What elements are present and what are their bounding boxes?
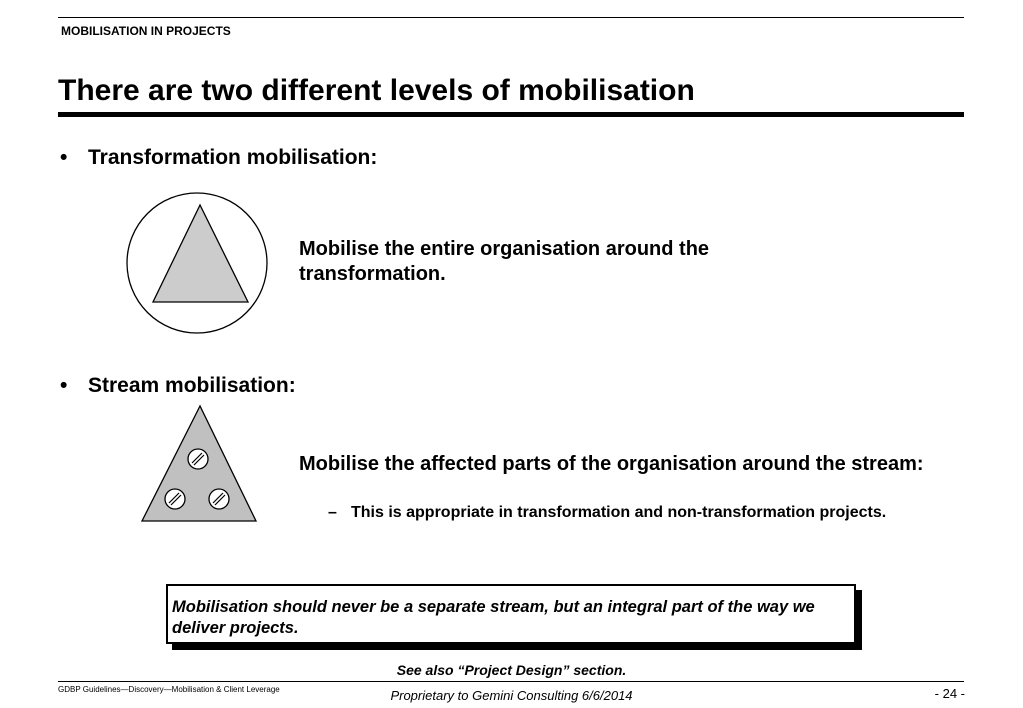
sub-bullet-marker: – [328, 504, 337, 521]
footer-doc-path: GDBP Guidelines—Discovery—Mobilisation & Client Leverage [58, 685, 280, 694]
page-number: - 24 - [934, 686, 965, 701]
bullet-marker: • [60, 374, 68, 397]
stream-description: Mobilise the affected parts of the organisation around the stream: [299, 453, 924, 475]
transformation-diagram [120, 186, 276, 342]
callout-box: Mobilisation should never be a separate stream, but an integral part of the way we deliver projects. [166, 584, 856, 644]
footer-proprietary: Proprietary to Gemini Consulting 6/6/2014 [390, 688, 633, 703]
footer-rule [58, 681, 964, 682]
bullet-stream-label: Stream mobilisation: [88, 374, 296, 397]
header-top-rule [58, 17, 964, 18]
stream-circle [165, 489, 185, 509]
stream-circle [209, 489, 229, 509]
stream-circle [188, 449, 208, 469]
stream-sub-point: This is appropriate in transformation and non-transformation projects. [351, 504, 887, 521]
see-also-note: See also “Project Design” section. [396, 662, 627, 678]
transformation-description: Mobilise the entire organisation around the transformation. [299, 238, 710, 285]
bullet-marker: • [60, 146, 68, 169]
bullet-transformation-label: Transformation mobilisation: [88, 146, 378, 169]
stream-diagram [138, 400, 263, 526]
section-label: MOBILISATION IN PROJECTS [61, 24, 231, 38]
title-underline [58, 112, 964, 117]
page-title: There are two different levels of mobilisation [58, 74, 695, 107]
